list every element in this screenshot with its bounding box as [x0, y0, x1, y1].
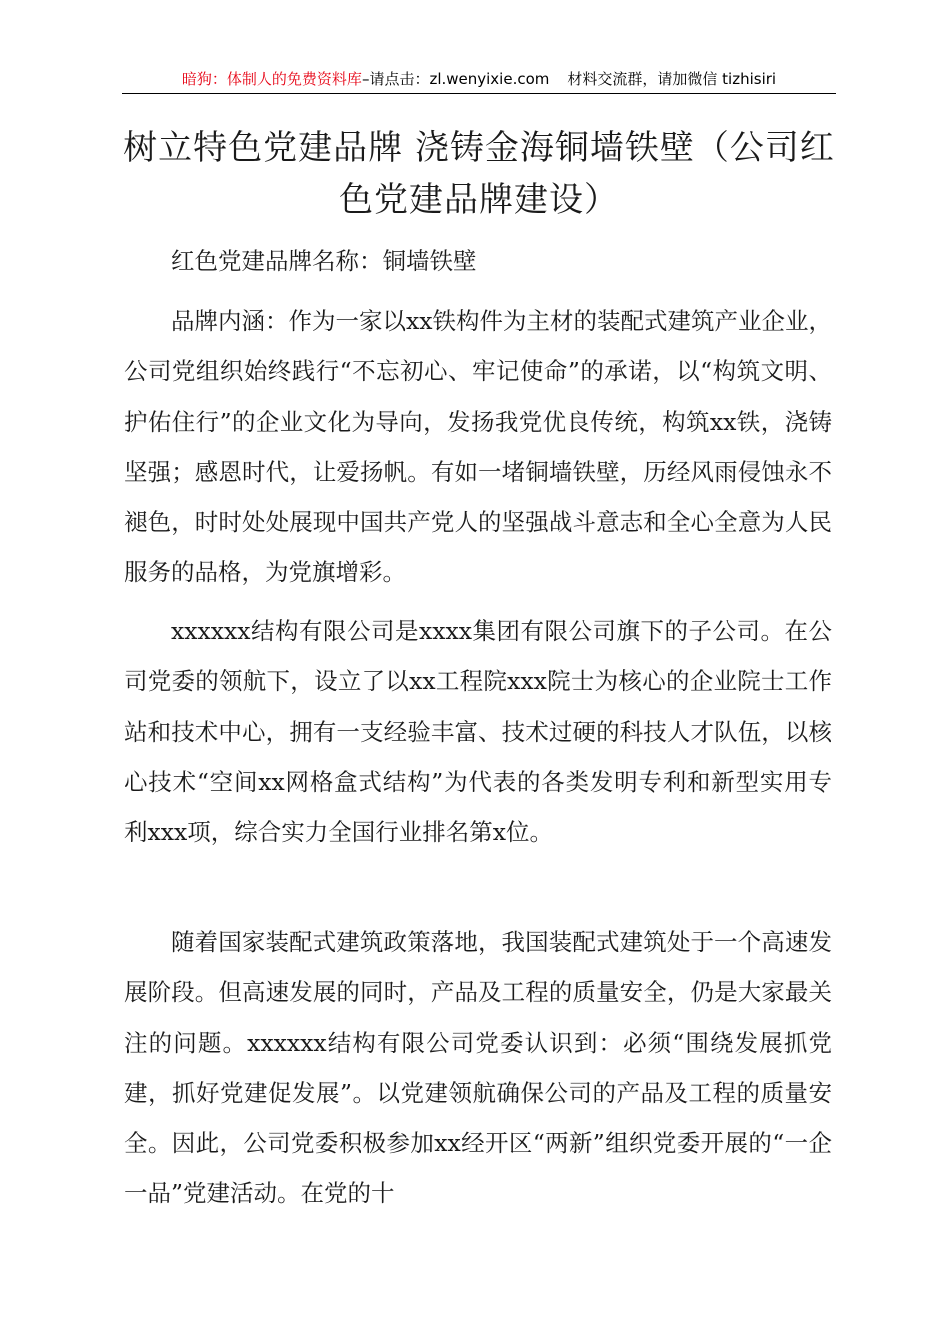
promo-wechat-text: 材料交流群，请加微信 tizhisiri: [567, 70, 777, 88]
paragraph-brand-name: [124, 236, 832, 286]
document-title: 树立特色党建品牌 浇铸金海铜墙铁壁（公司红色党建品牌建设）: [123, 128, 835, 220]
paragraph-text: 品牌内涵：作为一家以xx铁构件为主材的装配式建筑产业企业，公司党组织始终践行“不忘初心、牢记使命”的承诺，以“构筑文明、护佑住行”的企业文化为导向，发扬我党优良传统，构筑xx铁，浇铸坚强；感恩时代，让爱扬帆。有如一堵铜墙铁壁，历经风雨侵蚀永不褪色，时时处处展现中国共产党人的坚强战斗意志和全心全意为人民服务的品格，为党旗增彩。: [124, 307, 833, 587]
paragraph-text: xxxxxx结构有限公司是xxxx集团有限公司旗下的子公司。在公司党委的领航下，设立了以xx工程院xxx院士为核心的企业院士工作站和技术中心，拥有一支经验丰富、技术过硬的科技人才队伍，以核心技术“空间xx网格盒式结构”为代表的各类发明专利和新型实用专利xxx项，综合实力全国行业排名第x位。: [124, 617, 832, 847]
paragraph-text: 随着国家装配式建筑政策落地，我国装配式建筑处于一个高速发展阶段。但高速发展的同时，产品及工程的质量安全，仍是大家最关注的问题。xxxxxx结构有限公司党委认识到：必须“围绕发展抓党建，抓好党建促发展”。以党建领航确保公司的产品及工程的质量安全。因此，公司党委积极参加xx经开区“两新”组织党委开展的“一企一品”党建活动。在党的十: [124, 928, 832, 1208]
header-divider: [122, 93, 836, 94]
page-header: [122, 66, 836, 92]
paragraph-company-intro: [124, 606, 832, 857]
promo-click-label: –请点击：: [361, 70, 430, 88]
paragraph-brand-connotation: [124, 296, 832, 598]
paragraph-development: [124, 917, 832, 1219]
promo-link[interactable]: zl.wenyixie.com: [429, 70, 550, 88]
paragraph-text: 红色党建品牌名称：铜墙铁壁: [171, 247, 477, 275]
promo-text: 暗狗：体制人的免费资料库: [181, 70, 362, 88]
